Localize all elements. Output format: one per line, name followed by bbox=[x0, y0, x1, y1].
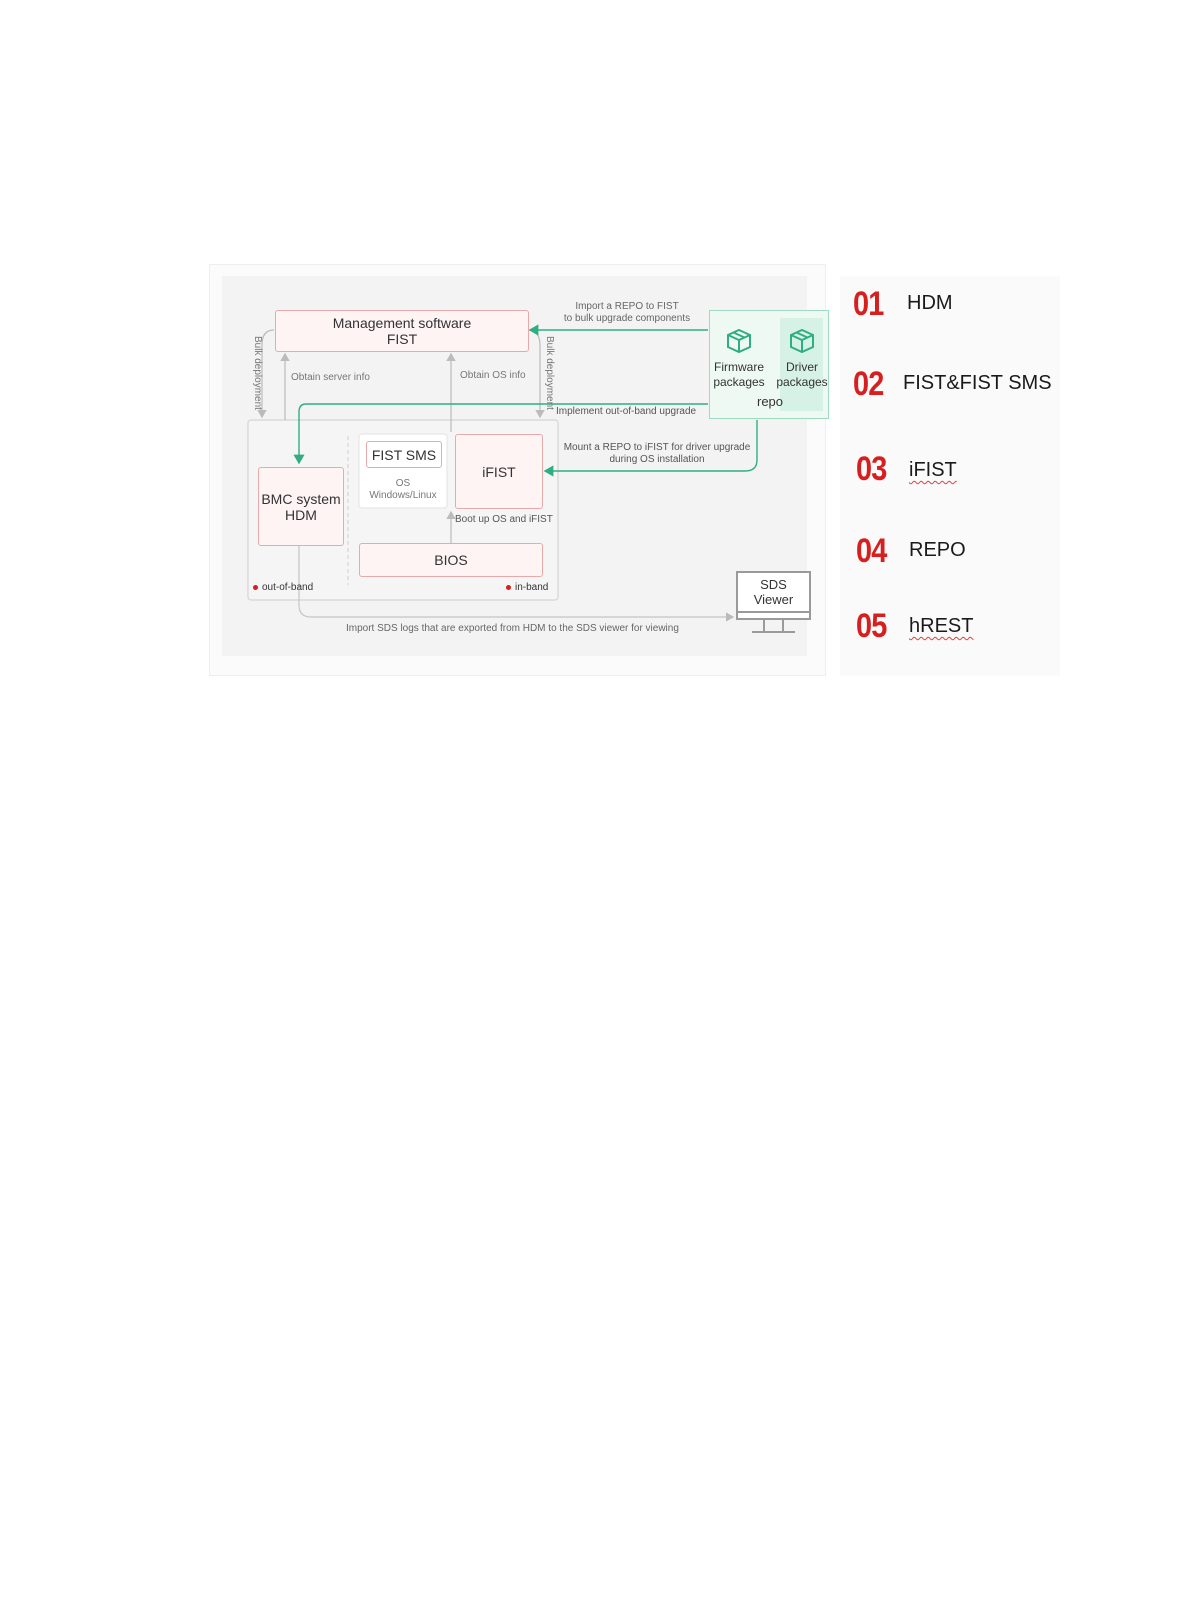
legend-number-02: 02 bbox=[853, 365, 884, 403]
mount-repo-line1: Mount a REPO to iFIST for driver upgrade bbox=[563, 442, 751, 453]
boot-up-label: Boot up OS and iFIST bbox=[455, 514, 553, 525]
obtain-os-info-label: Obtain OS info bbox=[460, 370, 526, 381]
legend-number-01: 01 bbox=[853, 285, 884, 323]
mount-repo-annotation bbox=[559, 442, 755, 466]
firmware-line2: packages bbox=[713, 375, 765, 389]
out-of-band-legend bbox=[253, 582, 313, 593]
import-repo-line2: to bulk upgrade components bbox=[563, 313, 691, 324]
bios-box: BIOS bbox=[359, 543, 543, 577]
bulk-left-arrow bbox=[262, 330, 274, 417]
import-repo-line1: Import a REPO to FIST bbox=[575, 301, 679, 312]
bmc-line1: BMC system bbox=[261, 490, 341, 507]
legend-label-repo: REPO bbox=[909, 539, 966, 561]
driver-packages-label bbox=[774, 360, 830, 390]
os-label bbox=[359, 478, 447, 502]
os-line1: OS bbox=[395, 478, 411, 489]
fist-sms-box: FIST SMS bbox=[366, 441, 442, 468]
legend-label-hdm: HDM bbox=[907, 292, 953, 314]
out-of-band-text: out-of-band bbox=[262, 582, 314, 593]
firmware-packages-label bbox=[711, 360, 767, 390]
management-line1: Management software bbox=[332, 315, 472, 331]
obtain-server-info-label: Obtain server info bbox=[291, 372, 370, 383]
package-icon bbox=[725, 328, 753, 354]
repo-label: repo bbox=[756, 394, 784, 409]
management-software-box bbox=[275, 310, 529, 352]
implement-oob-label: Implement out-of-band upgrade bbox=[556, 406, 697, 417]
bulk-deployment-left-label: Bulk deployment bbox=[252, 336, 263, 410]
legend-number-04: 04 bbox=[856, 532, 887, 570]
bulk-deployment-right-label: Bulk deployment bbox=[544, 336, 555, 410]
package-icon bbox=[788, 328, 816, 354]
os-line2: Windows/Linux bbox=[369, 490, 437, 501]
in-band-legend bbox=[506, 582, 548, 593]
sds-line2: Viewer bbox=[753, 592, 794, 607]
sds-line1: SDS bbox=[760, 577, 787, 592]
driver-line2: packages bbox=[776, 375, 828, 389]
legend-number-05: 05 bbox=[856, 607, 887, 645]
legend-label-fist-sms: FIST&FIST SMS bbox=[903, 372, 1052, 394]
ifist-box: iFIST bbox=[455, 434, 543, 509]
bmc-line2: HDM bbox=[285, 506, 317, 523]
legend-label-ifist: iFIST bbox=[909, 459, 957, 481]
management-line2: FIST bbox=[386, 331, 418, 347]
in-band-text: in-band bbox=[515, 582, 549, 593]
legend-label-hrest: hREST bbox=[909, 615, 974, 637]
import-sds-label: Import SDS logs that are exported from HDM to the SDS viewer for viewing bbox=[346, 623, 679, 634]
firmware-line1: Firmware bbox=[714, 360, 764, 374]
sds-viewer-label bbox=[737, 577, 810, 607]
import-repo-annotation bbox=[562, 301, 692, 325]
legend-number-03: 03 bbox=[856, 450, 887, 488]
driver-line1: Driver bbox=[786, 360, 818, 374]
red-dot-icon bbox=[253, 585, 258, 590]
bmc-system-box bbox=[258, 467, 344, 546]
mount-repo-line2: during OS installation bbox=[609, 454, 705, 465]
red-dot-icon bbox=[506, 585, 511, 590]
